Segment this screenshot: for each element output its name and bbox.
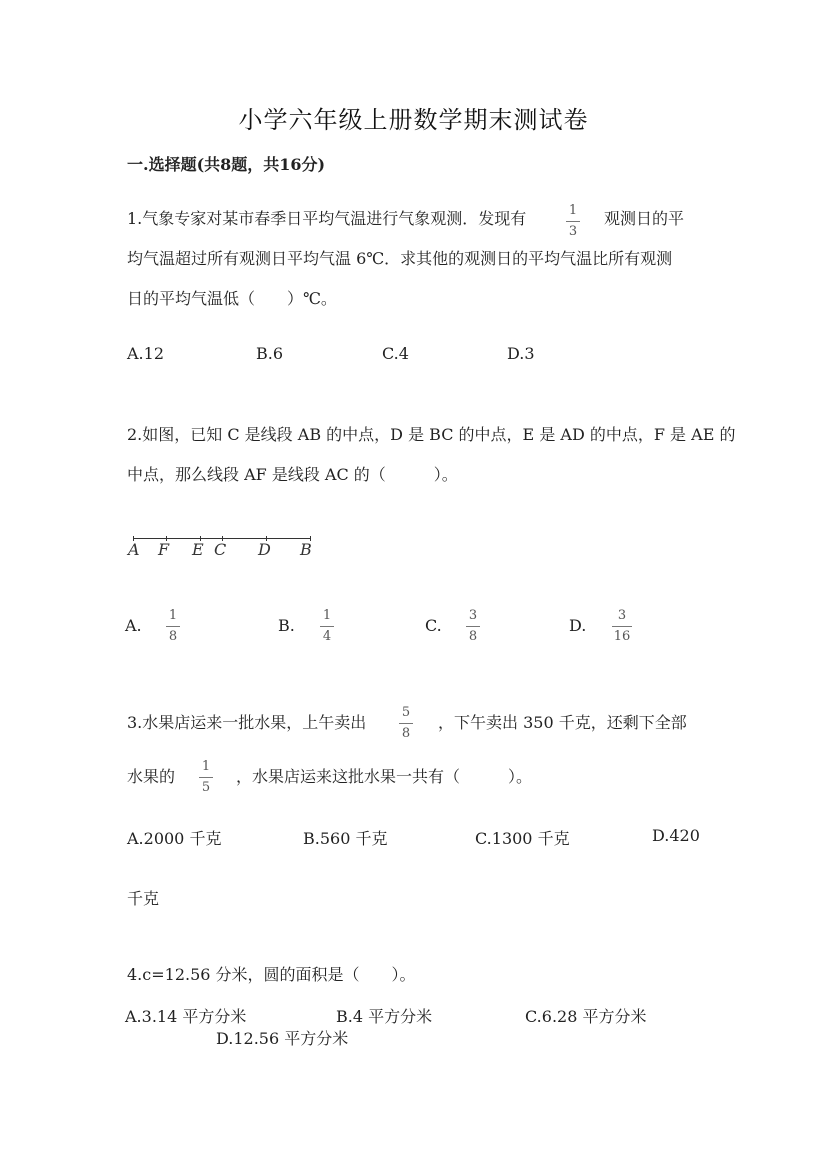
fraction-bar: [566, 221, 580, 222]
q2-b-den: 4: [322, 629, 332, 644]
point-a-label: A: [128, 540, 140, 559]
q1-frac-den: 3: [568, 224, 578, 239]
q1-option-a[interactable]: A.12: [127, 344, 164, 363]
q2-option-a-label[interactable]: A.: [125, 616, 142, 635]
q1-frac-num: 1: [568, 203, 578, 218]
fraction-bar: [166, 626, 180, 627]
q1-text-line3: 日的平均气温低（ ）℃。: [127, 289, 337, 308]
q3-option-d[interactable]: D.420: [652, 826, 700, 845]
q2-c-den: 8: [468, 629, 478, 644]
fraction-bar: [199, 777, 213, 778]
q1-text-line1a: 1.气象专家对某市春季日平均气温进行气象观测．发现有: [127, 209, 527, 228]
q2-text-line2: 中点，那么线段 AF 是线段 AC 的（ ）。: [127, 465, 458, 484]
section-heading: 一.选择题(共8题，共16分): [127, 155, 326, 174]
q3-option-a[interactable]: A.2000 千克: [127, 829, 222, 848]
q2-option-d-label[interactable]: D.: [569, 616, 587, 635]
q3-fraction-2: [199, 760, 213, 795]
q4-text-line1: 4.c=12.56 分米，圆的面积是（ ）。: [127, 965, 416, 984]
fraction-bar: [612, 626, 632, 627]
q2-a-den: 8: [168, 629, 178, 644]
q3-frac2-den: 5: [201, 780, 211, 795]
point-e-label: E: [192, 540, 204, 559]
fraction-bar: [320, 626, 334, 627]
q2-option-d-fraction[interactable]: [612, 609, 632, 644]
q2-text-line1: 2.如图，已知 C 是线段 AB 的中点，D 是 BC 的中点，E 是 AD 的中点，F 是 AE 的: [127, 425, 736, 444]
q3-text-line2b: ，水果店运来这批水果一共有（ ）。: [236, 767, 533, 786]
q2-option-c-label[interactable]: C.: [425, 616, 442, 635]
q3-frac1-den: 8: [401, 726, 411, 741]
q3-option-d-wrap[interactable]: 千克: [127, 889, 160, 908]
q2-option-b-label[interactable]: B.: [278, 616, 295, 635]
q2-b-num: 1: [322, 608, 332, 623]
q2-a-num: 1: [168, 608, 178, 623]
q3-option-c[interactable]: C.1300 千克: [475, 829, 570, 848]
q2-option-c-fraction[interactable]: [466, 609, 480, 644]
q3-frac2-num: 1: [201, 759, 211, 774]
q2-c-num: 3: [468, 608, 478, 623]
q3-text-line2a: 水果的: [127, 767, 176, 786]
q1-option-b[interactable]: B.6: [256, 344, 284, 363]
q4-option-a[interactable]: A.3.14 平方分米: [125, 1007, 247, 1026]
q3-text-line1b: ，下午卖出 350 千克，还剩下全部: [438, 713, 687, 732]
q1-option-c[interactable]: C.4: [382, 344, 409, 363]
point-c-label: C: [214, 540, 227, 559]
q2-d-den: 16: [613, 629, 631, 644]
q4-option-c[interactable]: C.6.28 平方分米: [525, 1007, 647, 1026]
q3-option-b[interactable]: B.560 千克: [303, 829, 388, 848]
q2-option-b-fraction[interactable]: [320, 609, 334, 644]
q1-fraction: [566, 204, 580, 239]
q1-text-line1b: 观测日的平: [604, 209, 685, 228]
q1-text-line2: 均气温超过所有观测日平均气温 6℃．求其他的观测日的平均气温比所有观测: [127, 249, 673, 268]
point-f-label: F: [158, 540, 170, 559]
point-d-label: D: [258, 540, 271, 559]
q2-d-num: 3: [617, 608, 627, 623]
q3-text-line1a: 3.水果店运来一批水果，上午卖出: [127, 713, 367, 732]
point-b-label: B: [300, 540, 312, 559]
q1-option-d[interactable]: D.3: [507, 344, 535, 363]
q3-fraction-1: [399, 706, 413, 741]
q4-option-d[interactable]: D.12.56 平方分米: [216, 1029, 349, 1048]
fraction-bar: [399, 723, 413, 724]
page-title: 小学六年级上册数学期末测试卷: [238, 106, 589, 134]
fraction-bar: [466, 626, 480, 627]
q3-frac1-num: 5: [401, 705, 411, 720]
q2-option-a-fraction[interactable]: [166, 609, 180, 644]
q4-option-b[interactable]: B.4 平方分米: [336, 1007, 433, 1026]
